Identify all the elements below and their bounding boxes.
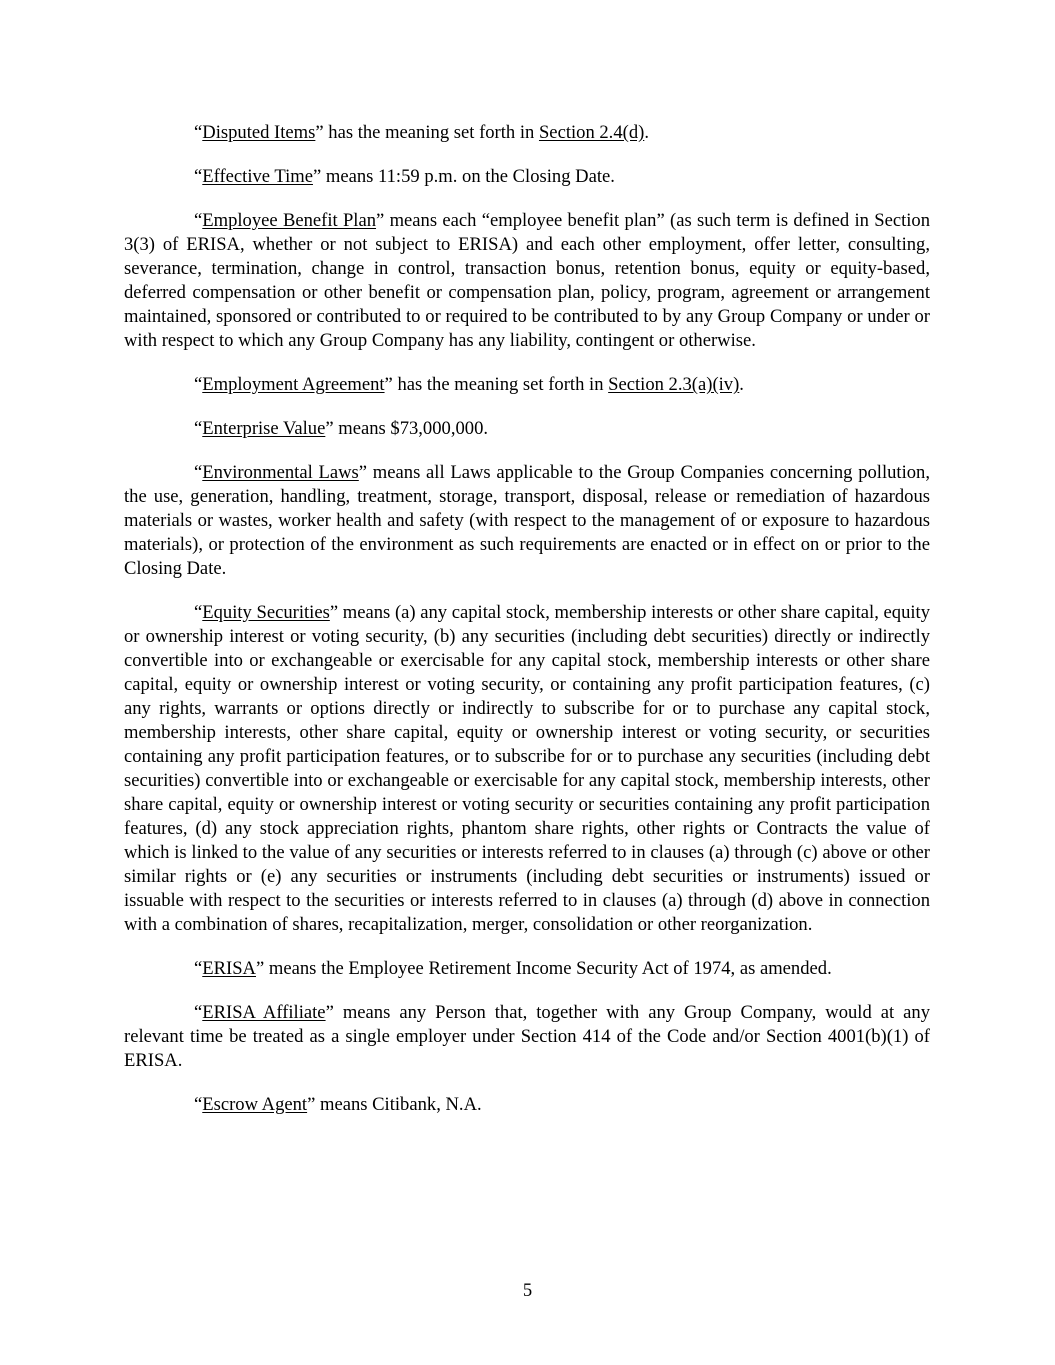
defined-term: Employee Benefit Plan: [202, 210, 377, 231]
definition-effective-time: “Effective Time” means 11:59 p.m. on the Closing Date.: [194, 166, 615, 187]
definition-text: means (a) any capital stock, membership interests or other share capital, equity or ownership interest or voting security, (b) any securities (including debt securities) directly or indirectly convertible into or exchangeable or exercisable for any capital stock, membership interests or other share capital, equity or ownership interest or voting security, or containing any profit participation features, (c) any rights, warrants or options directly or indirectly to subscribe for or to purchase any capital stock, membership interests, other share capital, equity or ownership interest or voting security, or securities containing any profit participation features, or to subscribe for or to purchase any securities (including debt securities) convertible into or exchangeable or exercisable for any capital stock, membership interests, other share capital, equity or ownership interest or voting security or securities containing any profit participation features, (d) any stock appreciation rights, phantom share rights, other rights or Contracts the value of which is linked to the value of any securities or interests referred to in clauses (a) through (c) above or other similar rights or (e) any securities or instruments (including debt securities or instruments) issued or issuable with respect to the securities or interests referred to in clauses (a) through (d) above in connection with a combination of shares, recapitalization, merger, consolidation or other reorganization.: [124, 602, 930, 935]
definition-text: means Citibank, N.A.: [315, 1094, 482, 1115]
page-number: 5: [522, 1280, 533, 1301]
defined-term: Employment Agreement: [202, 374, 385, 395]
definition-escrow-agent: “Escrow Agent” means Citibank, N.A.: [194, 1094, 482, 1115]
definition-text: has the meaning set forth in: [323, 122, 539, 143]
definition-disputed-items: “Disputed Items” has the meaning set forth in Section 2.4(d).: [194, 122, 649, 143]
definition-tail: .: [739, 374, 744, 395]
definition-tail: .: [644, 122, 649, 143]
definition-employment-agreement: “Employment Agreement” has the meaning set forth in Section 2.3(a)(iv).: [194, 374, 744, 395]
definition-environmental-laws: “Environmental Laws” means all Laws applicable to the Group Companies concerning pollution, the use, generation, handling, treatment, storage, transport, disposal, release or remediation of hazardous materials or wastes, worker health and safety (with respect to the management of or exposure to hazardous materials), or protection of the environment as such requirements are enacted or in effect on or prior to the Closing Date.: [124, 462, 930, 579]
defined-term: Enterprise Value: [202, 418, 326, 439]
section-reference: Section 2.4(d): [538, 122, 645, 143]
definition-equity-securities: “Equity Securities” means (a) any capital stock, membership interests or other share capital, equity or ownership interest or voting security, (b) any securities (including debt securities) directly or indirectly convertible into or exchangeable or exercisable for any capital stock, membership interests or other share capital, equity or ownership interest or voting security, or containing any profit participation features, (c) any rights, warrants or options directly or indirectly to subscribe for or to purchase any capital stock, membership interests, other share capital, equity or ownership interest or voting security, or securities containing any profit participation features, or to subscribe for or to purchase any securities (including debt securities) convertible into or exchangeable or exercisable for any capital stock, membership interests, other share capital, equity or ownership interest or voting security or securities containing any profit participation features, (d) any stock appreciation rights, phantom share rights, other rights or Contracts the value of which is linked to the value of any securities or interests referred to in clauses (a) through (c) above or other similar rights or (e) any securities or instruments (including debt securities or instruments) issued or issuable with respect to the securities or interests referred to in clauses (a) through (d) above in connection with a combination of shares, recapitalization, merger, consolidation or other reorganization.: [124, 602, 930, 935]
definition-erisa: “ERISA” means the Employee Retirement Income Security Act of 1974, as amended.: [194, 958, 832, 979]
definition-text: means 11:59 p.m. on the Closing Date.: [321, 166, 615, 187]
section-reference: Section 2.3(a)(iv): [608, 374, 740, 395]
definition-text: means $73,000,000.: [333, 418, 489, 439]
definition-text: means the Employee Retirement Income Security Act of 1974, as amended.: [264, 958, 832, 979]
defined-term: Escrow Agent: [202, 1094, 308, 1115]
definition-text: means all Laws applicable to the Group Companies concerning pollution, the use, generation, handling, treatment, storage, transport, disposal, release or remediation of hazardous materials or wastes, worker health and safety (with respect to the management of or exposure to hazardous materials), or protection of the environment as such requirements are enacted or in effect on or prior to the Closing Date.: [124, 462, 930, 579]
defined-term: Environmental Laws: [202, 462, 359, 483]
definition-text: has the meaning set forth in: [392, 374, 609, 395]
definition-text: means any Person that, together with any Group Company, would at any relevant time be treated as a single employer under Section 414 of the Code and/or Section 4001(b)(1) of ERISA.: [124, 1002, 930, 1071]
defined-term: Equity Securities: [202, 602, 330, 623]
definition-erisa-affiliate: “ERISA Affiliate” means any Person that, together with any Group Company, would at any relevant time be treated as a single employer under Section 414 of the Code and/or Section 4001(b)(1) of ERISA.: [124, 1002, 930, 1071]
defined-term: ERISA Affiliate: [202, 1002, 326, 1023]
definition-employee-benefit-plan: “Employee Benefit Plan” means each “employee benefit plan” (as such term is defined in Section 3(3) of ERISA, whether or not subject to ERISA) and each other employment, offer letter, consulting, severance, termination, change in control, transaction bonus, retention bonus, equity or equity-based, deferred compensation or other benefit or compensation plan, policy, program, agreement or arrangement maintained, sponsored or contributed to or required to be contributed to by any Group Company or under or with respect to which any Group Company has any liability, contingent or otherwise.: [124, 210, 931, 351]
defined-term: Effective Time: [202, 166, 313, 187]
definition-text: means each “employee benefit plan” (as such term is defined in Section 3(3) of ERISA, whether or not subject to ERISA) and each other employment, offer letter, consulting, severance, termination, change in control, transaction bonus, retention bonus, equity or equity-based, deferred compensation or other benefit or compensation plan, policy, program, agreement or arrangement maintained, sponsored or contributed to or required to be contributed to by any Group Company or under or with respect to which any Group Company has any liability, contingent or otherwise.: [124, 210, 931, 351]
defined-term: ERISA: [202, 958, 256, 979]
document-body: [124, 121, 930, 1137]
defined-term: Disputed Items: [202, 122, 316, 143]
definition-enterprise-value: “Enterprise Value” means $73,000,000.: [194, 418, 489, 439]
